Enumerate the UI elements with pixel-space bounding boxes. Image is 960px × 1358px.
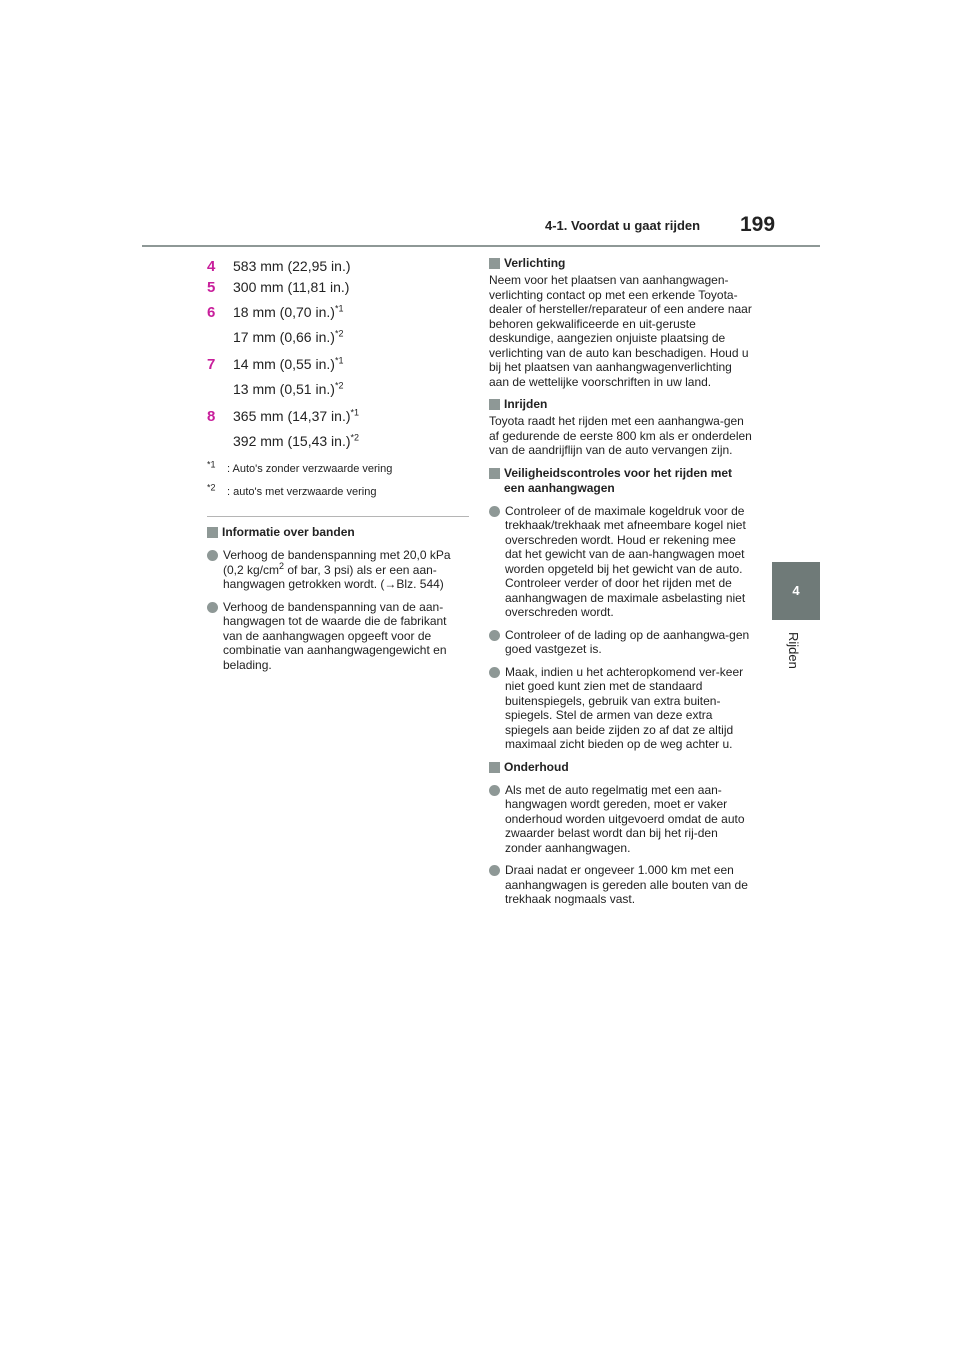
- circle-bullet-icon: [489, 506, 500, 517]
- circle-bullet-icon: [489, 785, 500, 796]
- footnote-ref: *1: [350, 407, 360, 418]
- bullet-item: [207, 548, 469, 592]
- square-bullet-icon: [489, 399, 500, 410]
- header-rule: [142, 245, 820, 247]
- dimension-value: 392 mm (15,43 in.): [233, 433, 351, 449]
- header-section-title: 4-1. Voordat u gaat rijden: [545, 218, 701, 233]
- section-heading: [489, 760, 755, 775]
- bullet-text: Draai nadat er ongeveer 1.000 km met een aanhangwagen is gereden alle bouten van de trekhaak nogmaals vast.: [505, 863, 748, 906]
- bullet-text: Maak, indien u het achteropkomend ver-keer niet goed kunt zien met de standaard buitenspiegels, gebruik van extra buiten-spiegels. Stel de armen van deze extra spiegels aan beide zijden zo af dat ze altijd maximaal zicht bieden op de weg achter u.: [505, 664, 744, 751]
- footnote: [207, 459, 469, 477]
- square-bullet-icon: [489, 468, 500, 479]
- footnote-text: : auto's met verzwaarde vering: [227, 486, 377, 498]
- footnote-ref: *2: [334, 380, 344, 391]
- paragraph: Neem voor het plaatsen van aanhangwagen-verlichting contact op met een erkende Toyota-dealer of hersteller/reparateur of een andere naar behoren gekwalificeerde en uit-geruste deskundige, aangezien onjuiste plaatsing de verlichting van de auto kan beschadigen. Houd u bij het plaatsen van aanhangwagenverlichting aan de wettelijke voorschriften in uw land.: [489, 273, 752, 389]
- dimension-value-alt: [207, 379, 469, 400]
- dimension-value: 583 mm (22,95 in.): [233, 258, 351, 274]
- heading-text: Verlichting: [504, 256, 566, 270]
- section-heading: [489, 397, 755, 412]
- square-bullet-icon: [489, 762, 500, 773]
- footnote-ref: *1: [334, 303, 344, 314]
- heading-text: Inrijden: [504, 397, 548, 411]
- dimension-item: [207, 302, 469, 323]
- section-heading: [489, 256, 755, 271]
- circle-bullet-icon: [489, 865, 500, 876]
- heading-text: Informatie over banden: [222, 525, 355, 539]
- dimension-item: [207, 256, 469, 277]
- footnote-ref: *2: [350, 432, 360, 443]
- dimension-value-alt: [207, 327, 469, 348]
- footnote: [207, 482, 469, 500]
- dimension-value-alt: [207, 431, 469, 452]
- bullet-text: Verhoog de bandenspanning met 20,0 kPa (0,2 $kg/cm^2$ of bar, 3 psi) als er een aan-hangwagen getrokken wordt. (→Blz. 544): [223, 548, 451, 591]
- section-heading: [489, 466, 755, 496]
- dimension-value: 14 mm (0,55 in.): [233, 356, 335, 372]
- footnote-ref: *2: [334, 328, 344, 339]
- heading-text: Veiligheidscontroles voor het rijden met een aanhangwagen: [504, 465, 733, 495]
- dimension-number: 7: [207, 356, 216, 373]
- square-bullet-icon: [489, 258, 500, 269]
- square-bullet-icon: [207, 527, 218, 538]
- bullet-item: [489, 504, 755, 620]
- dimension-item: [207, 406, 469, 427]
- bullet-text: Controleer of de lading op de aanhangwa-gen goed vastgezet is.: [505, 627, 750, 656]
- footnote-mark: *2: [207, 482, 216, 493]
- dimension-number: 8: [207, 408, 216, 425]
- circle-bullet-icon: [207, 602, 218, 613]
- bullet-text: Verhoog de bandenspanning van de aan-hangwagen tot de waarde die de fabrikant van de aanhangwagen opgeeft voor de combinatie van aanhangwagengewicht en belading.: [223, 599, 447, 672]
- left-column: [207, 256, 469, 680]
- circle-bullet-icon: [489, 667, 500, 678]
- dimension-item: [207, 354, 469, 375]
- section-divider: [207, 516, 469, 517]
- dimension-value: 300 mm (11,81 in.): [233, 279, 350, 295]
- dimension-value: 17 mm (0,66 in.): [233, 329, 335, 345]
- heading-text: Onderhoud: [504, 759, 569, 774]
- chapter-tab-body: [772, 620, 820, 950]
- chapter-label: Rijden: [786, 632, 801, 669]
- bullet-item: [489, 628, 755, 657]
- chapter-tab[interactable]: 4: [772, 562, 820, 620]
- dimension-number: 5: [207, 279, 216, 296]
- circle-bullet-icon: [489, 630, 500, 641]
- bullet-text: Als met de auto regelmatig met een aan-hangwagen wordt gereden, moet er vaker onderhoud worden uitgevoerd omdat de auto zwaarder belast wordt dan bij het rij-den zonder aanhangwagen.: [505, 782, 745, 855]
- bullet-item: [207, 600, 469, 673]
- footnote-mark: *1: [207, 459, 216, 470]
- dimension-number: 6: [207, 304, 216, 321]
- dimension-value: 18 mm (0,70 in.): [233, 304, 335, 320]
- right-column: [489, 256, 755, 915]
- bullet-item: [489, 783, 755, 856]
- dimension-number: 4: [207, 258, 216, 275]
- bullet-text: Controleer of de maximale kogeldruk voor de trekhaak/trekhaak met afneembare kogel niet overschreden wordt. Houd er rekening mee dat het gewicht van de aan-hangwagen moet worden opgeteld bij het gewicht van de auto. Controleer verder of door het rijden met de aanhangwagen de maximale asbelasting niet overschreden wordt.: [505, 503, 746, 619]
- section-heading: [207, 525, 469, 540]
- dimension-item: [207, 277, 469, 298]
- dimension-value: 13 mm (0,51 in.): [233, 381, 335, 397]
- footnote-ref: *1: [334, 355, 344, 366]
- bullet-item: [489, 665, 755, 752]
- paragraph: Toyota raadt het rijden met een aanhangwa-gen af gedurende de eerste 800 km als er onderdelen van de aandrijflijn van de auto vervangen zijn.: [489, 414, 752, 457]
- footnote-text: : Auto's zonder verzwaarde vering: [227, 463, 393, 475]
- circle-bullet-icon: [207, 550, 218, 561]
- dimension-value: 365 mm (14,37 in.): [233, 408, 351, 424]
- page-number: 199: [740, 213, 776, 236]
- bullet-item: [489, 863, 755, 907]
